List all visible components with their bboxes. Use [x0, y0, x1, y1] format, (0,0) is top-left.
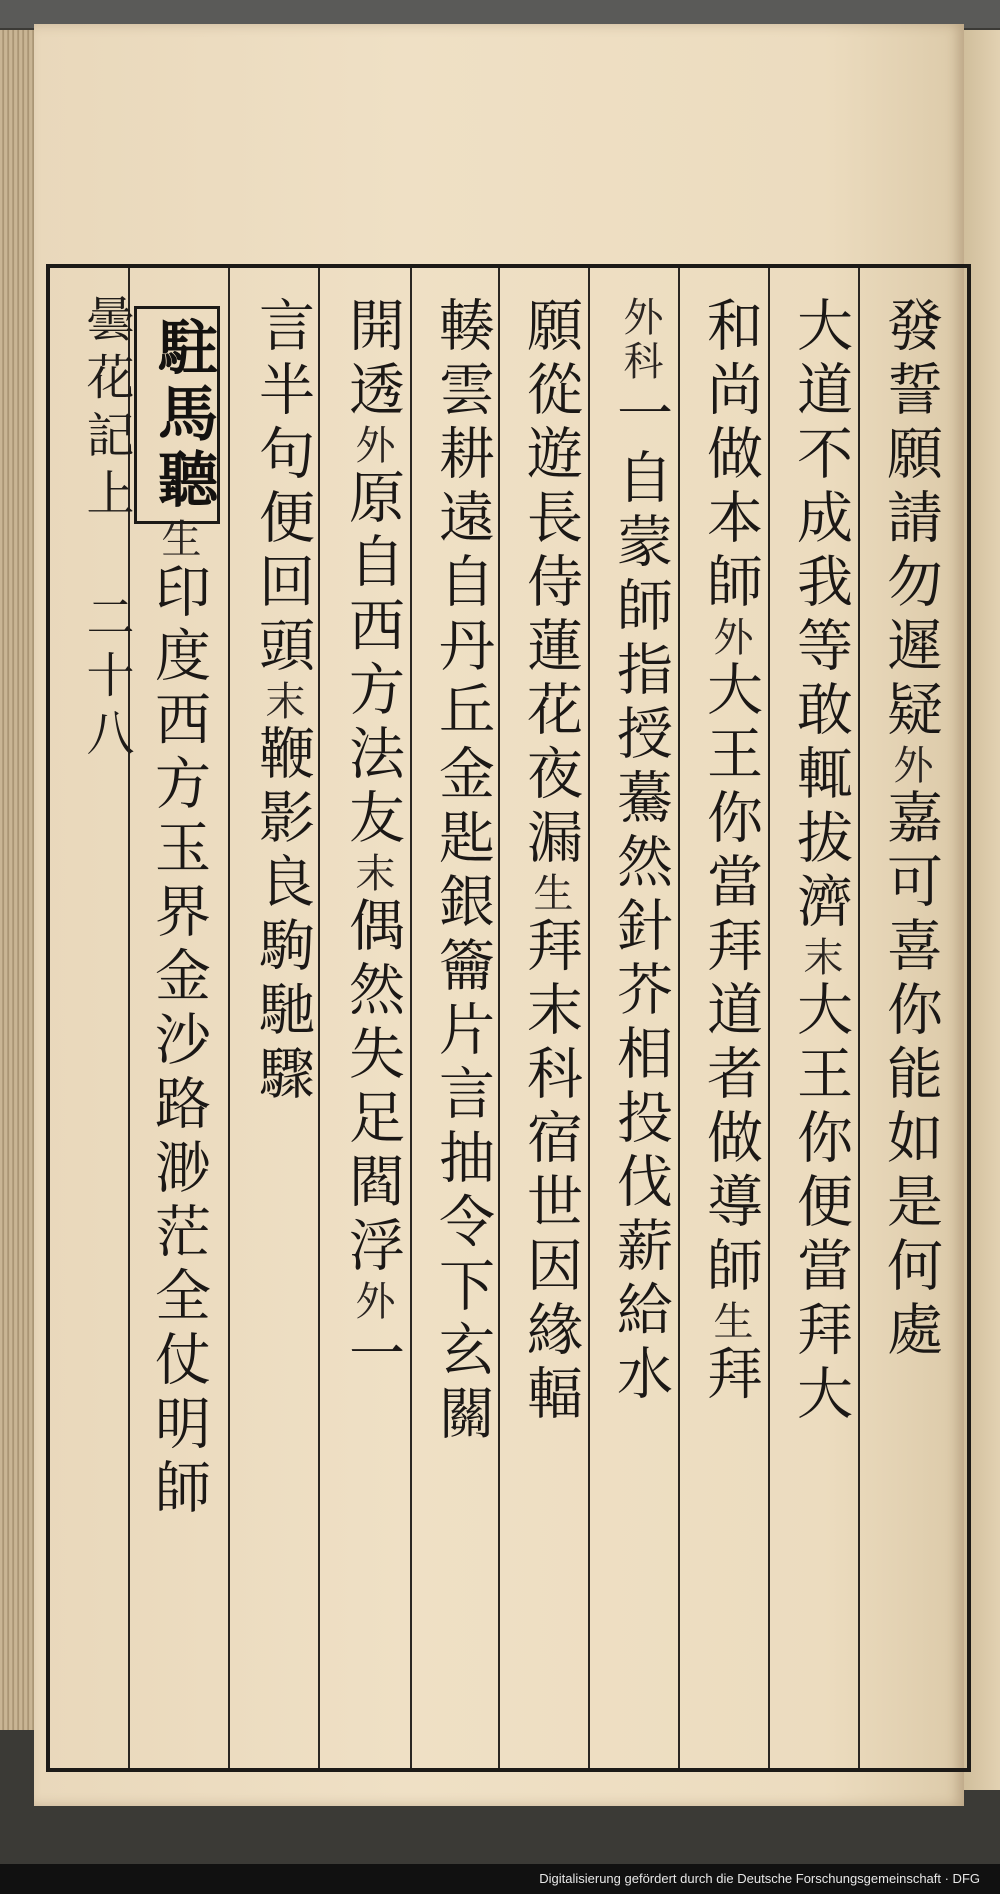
margin-title-folio: [72, 294, 141, 766]
text-column-4: 外科一自蒙師指授驀然針芥相投伐薪給水: [608, 296, 673, 1408]
column-rule: [228, 268, 230, 1768]
text-column-6: 輳雲耕遠自丹丘金匙銀籥片言抽令下玄關: [430, 296, 495, 1448]
column-rule: [678, 268, 680, 1768]
text-column-5: 願從遊長侍蓮花夜漏生拜末科宿世因緣輻: [518, 296, 583, 1428]
margin-title: 曇花記: [78, 294, 134, 468]
column-rule: [498, 268, 500, 1768]
column-rule: [410, 268, 412, 1768]
book-page: [34, 24, 964, 1806]
text-column-9: 生印度西方玉界金沙路渺茫全仗明師: [146, 518, 211, 1522]
column-rule: [858, 268, 860, 1768]
digitization-credit: Digitalisierung gefördert durch die Deutsche Forschungsgemeinschaft · DFG: [0, 1864, 1000, 1894]
text-column-8: 言半句便回頭末鞭影良駒馳驟: [250, 296, 315, 1108]
tune-title: 駐馬聽: [148, 316, 218, 514]
text-column-2: 大道不成我等敢輒拔濟末大王你便當拜大: [788, 296, 853, 1428]
column-rule: [318, 268, 320, 1768]
folio-number: 上 二十八: [78, 468, 134, 766]
text-column-7: 開透外原自西方法友末偶然失足閻浮外一: [340, 296, 405, 1388]
column-rule: [768, 268, 770, 1768]
text-column-3: 和尚做本師外大王你當拜道者做導師生拜: [698, 296, 763, 1408]
column-rule: [588, 268, 590, 1768]
text-column-1: 發誓願請勿遲疑外嘉可喜你能如是何處: [878, 296, 943, 1364]
page-stack-edge: [0, 30, 38, 1730]
